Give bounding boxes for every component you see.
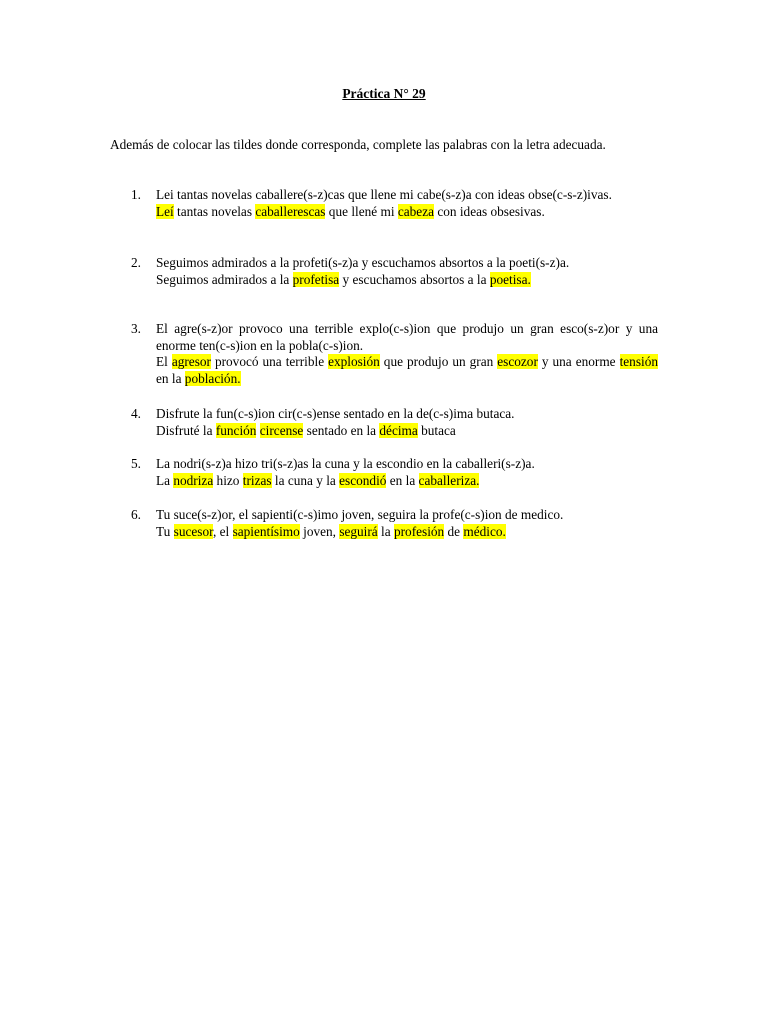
answer-text-segment: butaca: [417, 422, 456, 438]
answer-text-segment: provocó una terrible: [210, 354, 329, 370]
highlighted-answer-word: décima: [379, 422, 418, 438]
highlighted-answer-word: población.: [184, 371, 241, 387]
answer-text-segment: , el: [213, 523, 233, 539]
answer-text: [156, 272, 658, 289]
highlighted-answer-word: profesión: [393, 523, 445, 539]
highlighted-answer-word: función: [215, 422, 257, 438]
exercise-item-1: [110, 187, 658, 220]
highlighted-answer-word: escozor: [497, 354, 538, 370]
answer-text-segment: y escuchamos absortos a la: [339, 271, 490, 287]
answer-text-segment: hizo: [213, 472, 243, 488]
highlighted-answer-word: sapientísimo: [232, 523, 300, 539]
answer-text-segment: la cuna y la: [271, 472, 340, 488]
answer-text-segment: sentado en la: [303, 422, 380, 438]
highlighted-answer-word: seguirá: [339, 523, 378, 539]
highlighted-answer-word: profetisa: [292, 271, 340, 287]
item-number: 1.: [131, 187, 141, 202]
item-number: 3.: [131, 321, 141, 336]
item-number: 4.: [131, 406, 141, 421]
answer-text: [156, 354, 658, 387]
answer-text-segment: con ideas obsesivas.: [434, 203, 545, 219]
highlighted-answer-word: caballeriza.: [418, 472, 480, 488]
page-title: Práctica N° 29: [342, 86, 426, 101]
exercise-text: La nodri(s-z)a hizo tri(s-z)as la cuna y la escondio en la caballeri(s-z)a.: [156, 456, 535, 471]
instructions-paragraph: Además de colocar las tildes donde corresponda, complete las palabras con la letra adecuada.: [110, 137, 606, 152]
answer-text-segment: Disfruté la: [156, 422, 216, 438]
answer-text-segment: que llené mi: [325, 203, 398, 219]
answer-text: [156, 473, 658, 490]
answer-text-segment: en la: [386, 472, 419, 488]
highlighted-answer-word: explosión: [328, 354, 380, 370]
answer-text-segment: Seguimos admirados a la: [156, 271, 293, 287]
exercise-item-2: [110, 255, 658, 288]
exercise-text: El agre(s-z)or provoco una terrible explo(c-s)ion que produjo un gran esco(s-z)or y una enorme ten(c-s)ion en la pobla(c-s)ion.: [156, 321, 658, 353]
highlighted-answer-word: caballerescas: [255, 203, 326, 219]
item-number: 5.: [131, 456, 141, 471]
exercise-text: Disfrute la fun(c-s)ion cir(c-s)ense sentado en la de(c-s)ima butaca.: [156, 406, 515, 421]
answer-text-segment: la: [377, 523, 394, 539]
answer-text-segment: El: [156, 354, 172, 370]
exercise-item-6: [110, 507, 658, 540]
answer-text-segment: joven,: [299, 523, 340, 539]
item-number: 6.: [131, 507, 141, 522]
exercise-text: Seguimos admirados a la profeti(s-z)a y escuchamos absortos a la poeti(s-z)a.: [156, 255, 570, 270]
item-number: 2.: [131, 255, 141, 270]
answer-text: [156, 524, 658, 541]
answer-text-segment: tantas novelas: [173, 203, 256, 219]
answer-text-segment: que produjo un gran: [379, 354, 498, 370]
highlighted-answer-word: médico.: [463, 523, 506, 539]
highlighted-answer-word: poetisa.: [489, 271, 531, 287]
exercise-item-5: [110, 456, 658, 489]
highlighted-answer-word: agresor: [171, 354, 211, 370]
answer-text-segment: Tu: [156, 523, 174, 539]
highlighted-answer-word: sucesor: [173, 523, 213, 539]
answer-text: [156, 423, 658, 440]
exercise-item-3: [110, 321, 658, 388]
exercise-item-4: [110, 406, 658, 439]
highlighted-answer-word: nodriza: [173, 472, 214, 488]
highlighted-answer-word: cabeza: [397, 203, 435, 219]
exercise-text: Tu suce(s-z)or, el sapienti(c-s)imo joven, seguira la profe(c-s)ion de medico.: [156, 507, 564, 522]
highlighted-answer-word: trizas: [242, 472, 272, 488]
highlighted-answer-word: Leí: [156, 203, 174, 219]
answer-text-segment: La: [156, 472, 174, 488]
exercise-text: Lei tantas novelas caballere(s-z)cas que llene mi cabe(s-z)a con ideas obse(c-s-z)ivas.: [156, 187, 612, 202]
answer-text: [156, 204, 658, 221]
highlighted-answer-word: escondió: [339, 472, 387, 488]
answer-text-segment: en la: [156, 371, 185, 387]
highlighted-answer-word: tensión: [619, 354, 658, 370]
answer-text-segment: de: [444, 523, 464, 539]
highlighted-answer-word: circense: [259, 422, 304, 438]
answer-text-segment: y una enorme: [537, 354, 620, 370]
